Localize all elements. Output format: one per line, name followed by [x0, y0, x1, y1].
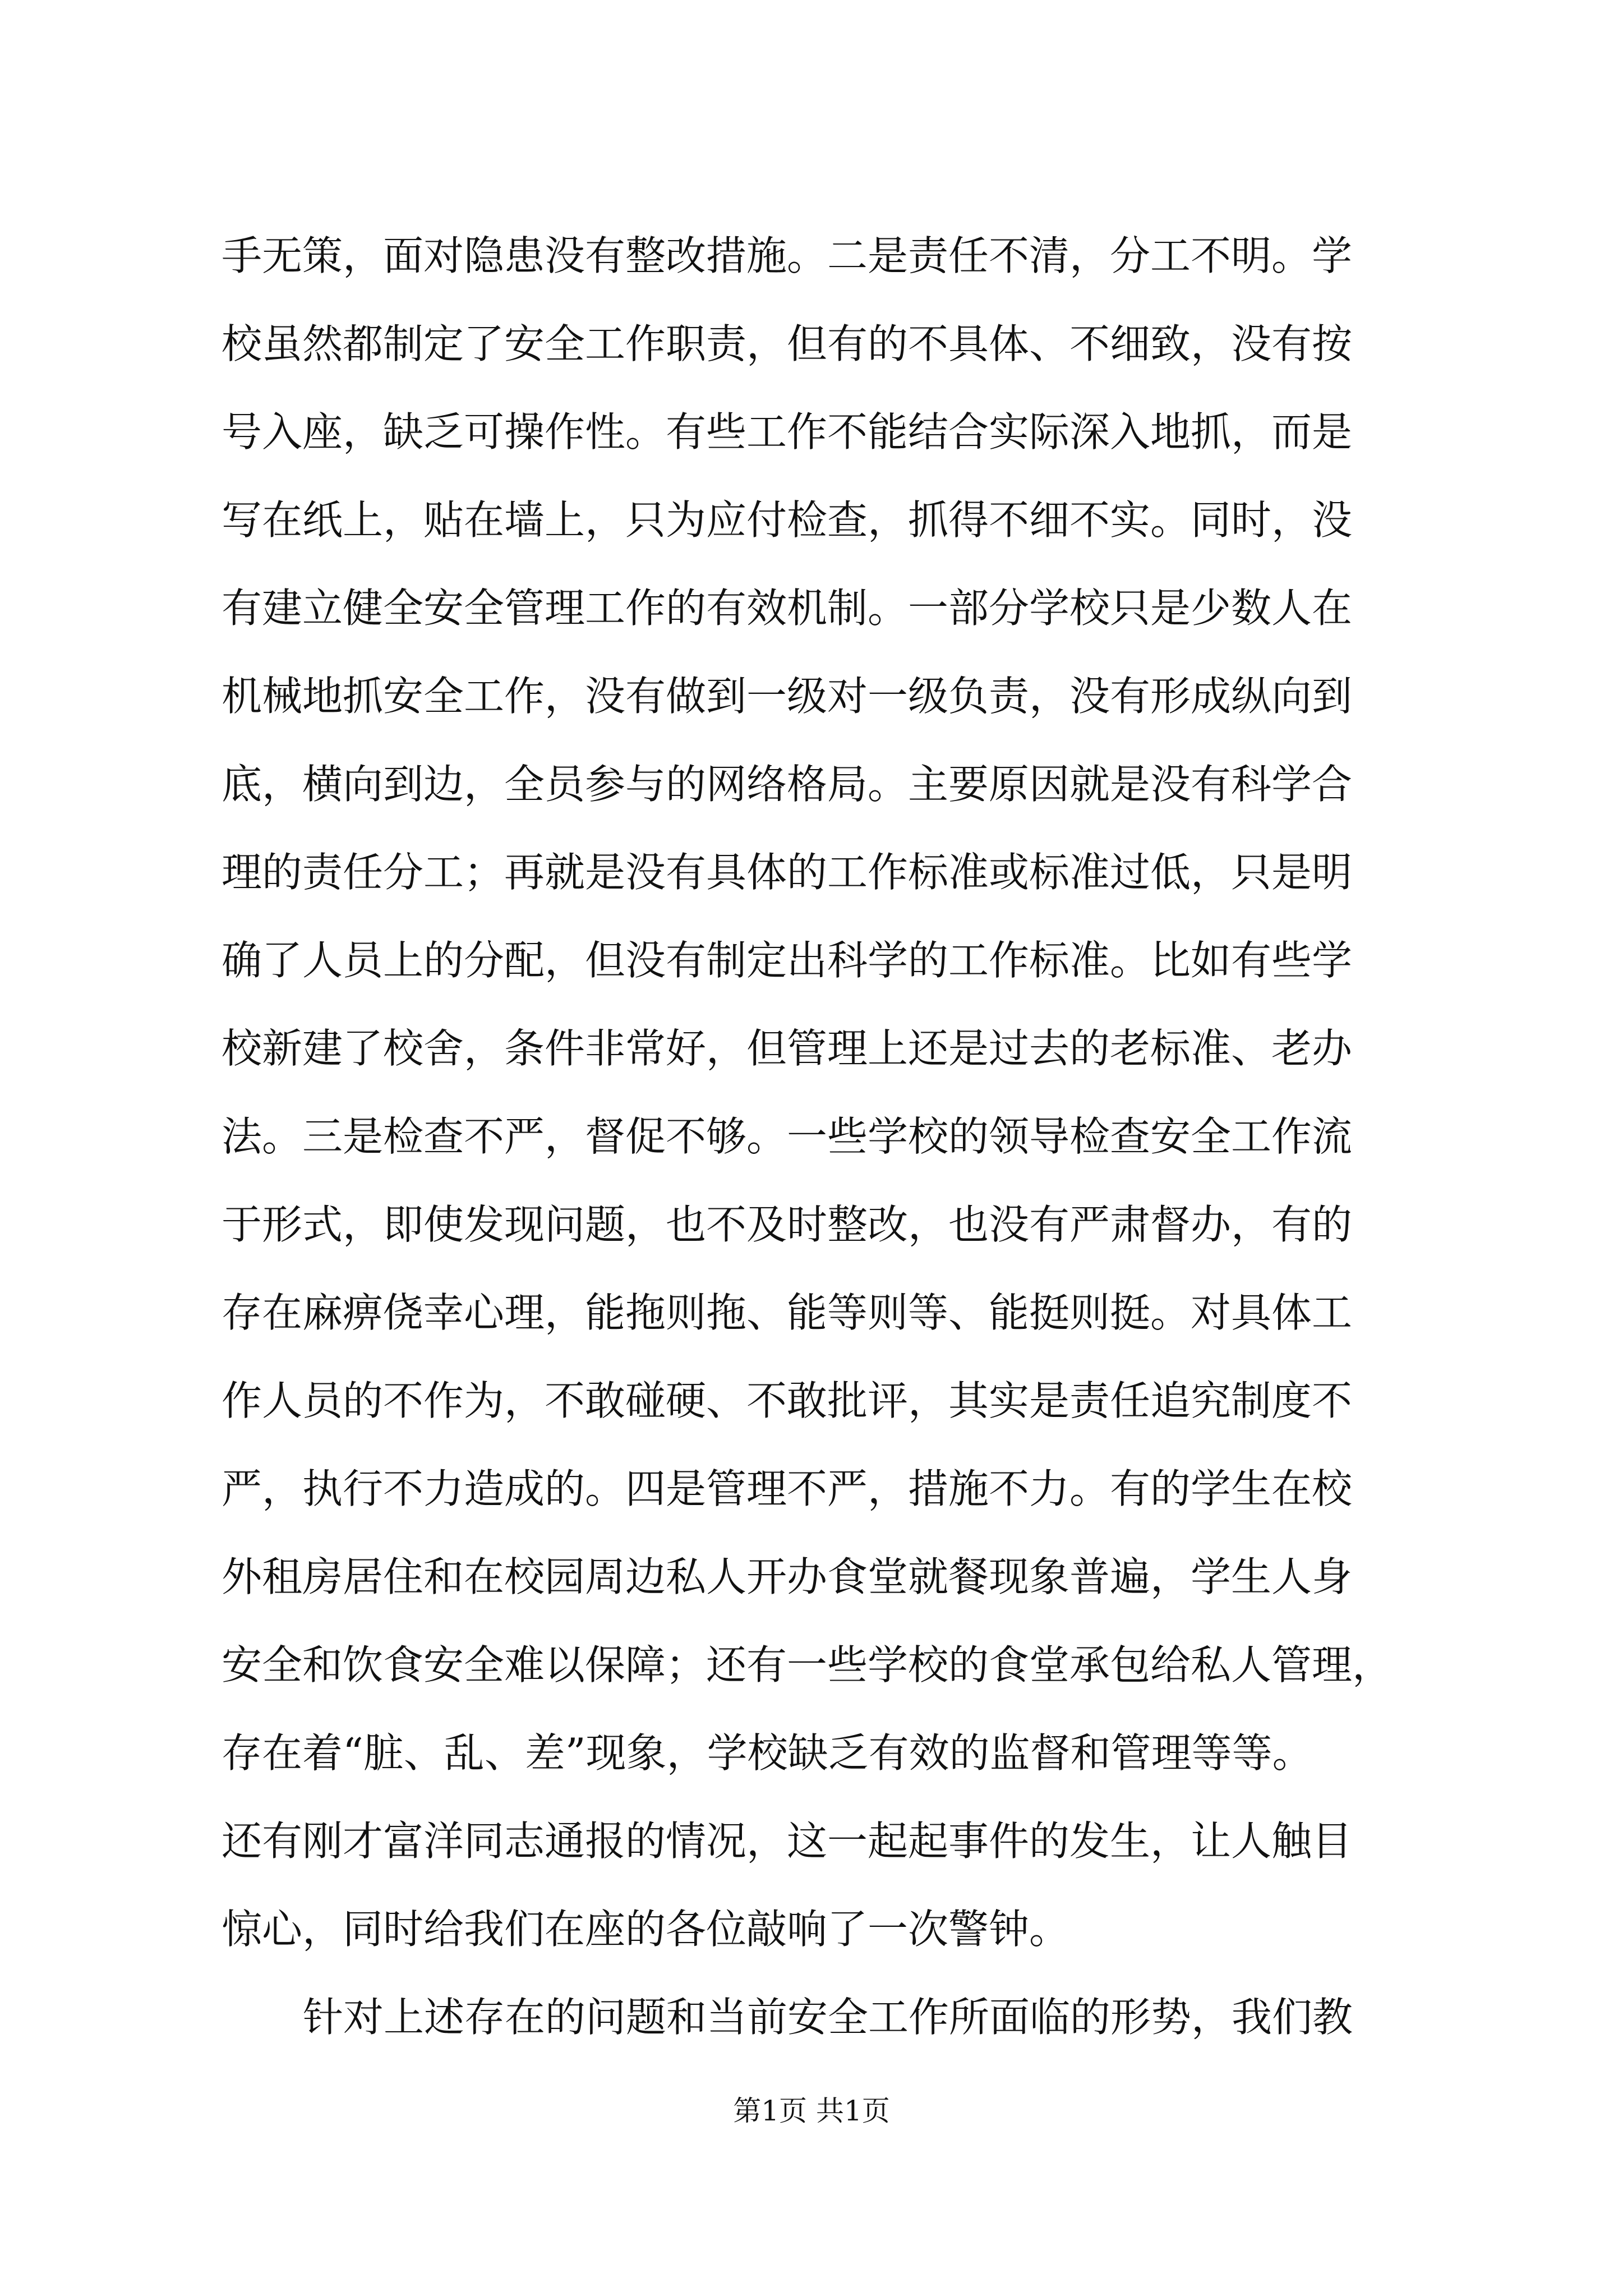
text-line: 惊心，同时给我们在座的各位敲响了一次警钟。 [222, 1906, 1070, 1953]
text-line: 确了人员上的分配，但没有制定出科学的工作标准。比如有些学 [222, 937, 1353, 984]
text-line: 严，执行不力造成的。四是管理不严，措施不力。有的学生在校 [222, 1465, 1353, 1512]
text-line: 写在纸上，贴在墙上，只为应付检查，抓得不细不实。同时，没 [222, 496, 1353, 544]
text-line: 法。三是检查不严，督促不够。一些学校的领导检查安全工作流 [222, 1113, 1353, 1160]
text-line: 存在麻痹侥幸心理，能拖则拖、能等则等、能挺则挺。对具体工 [222, 1289, 1353, 1336]
text-line: 手无策，面对隐患没有整改措施。二是责任不清，分工不明。学 [222, 232, 1353, 279]
paragraph-start-line: 针对上述存在的问题和当前安全工作所面临的形势，我们教 [303, 1994, 1353, 2041]
text-line: 还有刚才富洋同志通报的情况，这一起起事件的发生，让人触目 [222, 1818, 1353, 1865]
text-line: 校新建了校舍，条件非常好，但管理上还是过去的老标准、老办 [222, 1025, 1353, 1072]
text-line: 机械地抓安全工作，没有做到一级对一级负责，没有形成纵向到 [222, 673, 1353, 720]
text-line: 存在着“脏、乱、差”现象，学校缺乏有效的监督和管理等等。 [222, 1729, 1313, 1777]
text-line: 理的责任分工；再就是没有具体的工作标准或标准过低，只是明 [222, 849, 1353, 896]
text-line: 底，横向到边，全员参与的网络格局。主要原因就是没有科学合 [222, 761, 1353, 808]
text-line: 有建立健全安全管理工作的有效机制。一部分学校只是少数人在 [222, 585, 1353, 632]
text-line: 号入座，缺乏可操作性。有些工作不能结合实际深入地抓，而是 [222, 408, 1353, 455]
text-line: 作人员的不作为，不敢碰硬、不敢批评，其实是责任追究制度不 [222, 1377, 1353, 1424]
text-line: 安全和饮食安全难以保障；还有一些学校的食堂承包给私人管理， [222, 1641, 1393, 1688]
text-line: 外租房居住和在校园周边私人开办食堂就餐现象普遍，学生人身 [222, 1553, 1353, 1600]
page-footer: 第1页 共1页 [733, 2095, 890, 2127]
text-line: 于形式，即使发现问题，也不及时整改，也没有严肃督办，有的 [222, 1201, 1353, 1248]
text-line: 校虽然都制定了安全工作职责，但有的不具体、不细致，没有按 [222, 320, 1353, 367]
